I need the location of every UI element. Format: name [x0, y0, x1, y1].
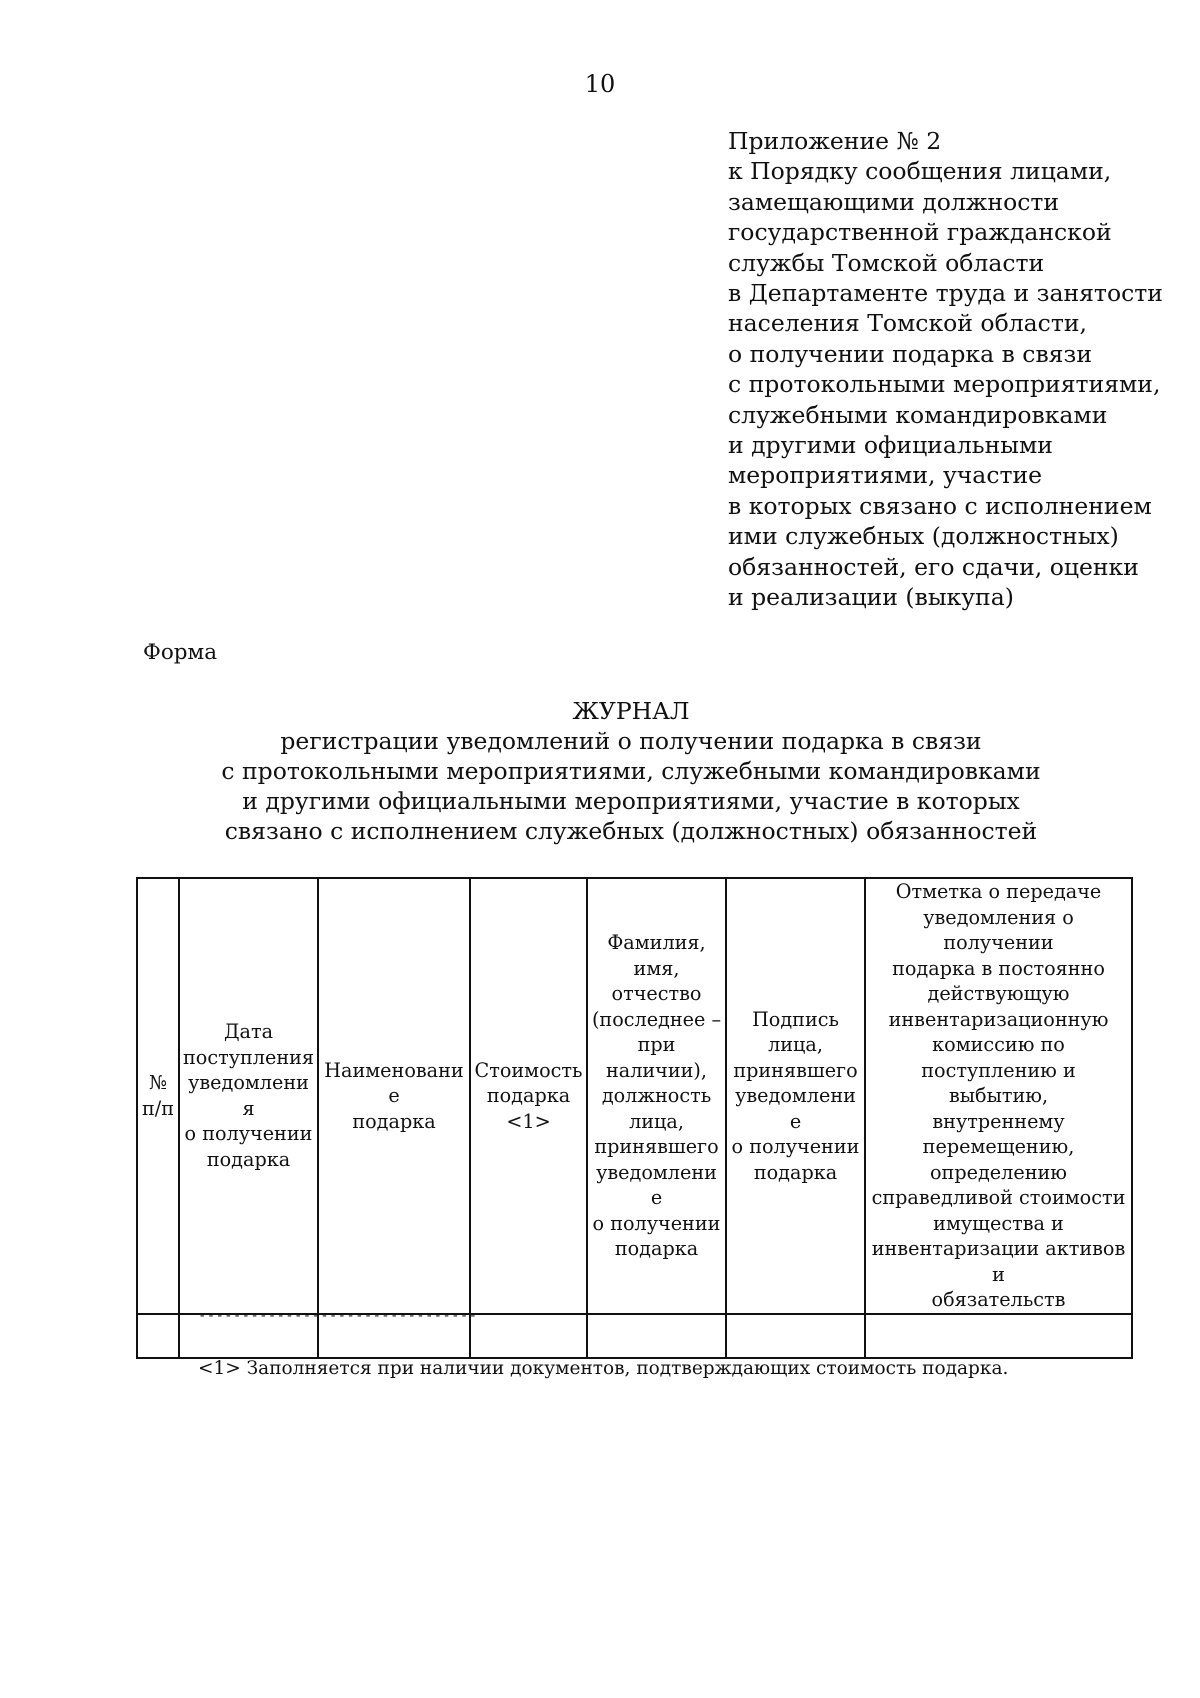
appendix-line: Приложение № 2	[728, 127, 942, 155]
column-header-line: Подпись	[752, 1007, 839, 1031]
column-header-line: №	[148, 1071, 168, 1095]
column-header-line: внутреннему	[932, 1109, 1065, 1133]
column-header-line: имущества и	[933, 1211, 1064, 1235]
column-header-line: Стоимость	[474, 1058, 583, 1082]
footnote-text: <1> Заполняется при наличии документов, подтверждающих стоимость подарка.	[198, 1358, 1009, 1379]
column-header	[587, 878, 726, 1314]
column-header-line: лица,	[629, 1109, 684, 1133]
column-header-line: подарка	[486, 1084, 571, 1107]
column-header-line: принявшего	[594, 1135, 719, 1158]
column-header-line: о получении	[184, 1122, 313, 1146]
column-header-line: Дата	[223, 1020, 274, 1044]
subtitle-line: с протокольными мероприятиями, служебными командировками	[221, 757, 1041, 785]
column-header-line: комиссию по	[932, 1033, 1065, 1056]
column-header-line: должность	[601, 1084, 712, 1107]
column-header-line: Отметка о передаче	[895, 880, 1102, 903]
column-header-line: п/п	[141, 1096, 175, 1120]
appendix-line: замещающими должности	[728, 187, 1060, 216]
column-header-line: уведомление	[735, 1084, 856, 1133]
column-header-line: <1>	[506, 1109, 551, 1133]
column-header-line: о получении	[731, 1135, 860, 1158]
column-header-line: уведомление	[596, 1160, 717, 1209]
column-header	[726, 878, 865, 1314]
form-label: Форма	[143, 640, 218, 665]
table-cell[interactable]	[587, 1314, 726, 1358]
appendix-line: о получении подарка в связи	[728, 339, 1092, 368]
footnote-separator: --------------------------------	[198, 1308, 478, 1324]
appendix-line: в которых связано с исполнением	[728, 491, 1152, 520]
appendix-line: служебными командировками	[728, 400, 1108, 429]
column-header-line: перемещению,	[922, 1135, 1075, 1158]
journal-title-block	[0, 696, 1200, 846]
appendix-line: и другими официальными	[728, 431, 1053, 460]
appendix-line: в Департаменте труда и занятости	[728, 279, 1163, 308]
journal-subtitle	[0, 726, 1200, 846]
appendix-line: населения Томской области,	[728, 309, 1087, 338]
subtitle-line: и другими официальными мероприятиями, участие в которых	[242, 787, 1020, 815]
column-header-line: принявшего	[733, 1058, 858, 1082]
column-header	[318, 878, 470, 1314]
column-header	[470, 878, 587, 1314]
column-header-line: подарка	[753, 1160, 838, 1184]
column-header	[137, 878, 179, 1314]
column-header-line: обязательств	[931, 1288, 1066, 1311]
column-header-line: лица,	[768, 1033, 823, 1056]
column-header-line: подарка	[352, 1109, 436, 1133]
column-header-line: справедливой стоимости	[871, 1186, 1126, 1209]
appendix-line: и реализации (выкупа)	[728, 583, 1014, 612]
column-header-line: (последнее –	[591, 1007, 722, 1031]
column-header	[865, 878, 1132, 1314]
appendix-line: обязанностей, его сдачи, оценки	[728, 552, 1139, 581]
appendix-line: мероприятиями, участие	[728, 461, 1043, 490]
table-header-row	[137, 878, 1132, 1314]
appendix-header	[728, 126, 1163, 613]
table-cell[interactable]	[726, 1314, 865, 1358]
appendix-line: к Порядку сообщения лицами,	[728, 157, 1112, 186]
journal-table	[136, 877, 1133, 1359]
column-header-line: инвентаризации активов и	[871, 1237, 1126, 1286]
subtitle-line: регистрации уведомлений о получении подарка в связи	[280, 727, 982, 755]
appendix-line: службы Томской области	[728, 248, 1045, 277]
column-header-line: при	[637, 1033, 676, 1056]
column-header-line: Фамилия,	[607, 931, 706, 954]
column-header	[179, 878, 318, 1314]
column-header-line: подарка	[614, 1237, 699, 1260]
column-header-line: Наименование	[324, 1058, 464, 1107]
column-header-line: инвентаризационную	[888, 1007, 1109, 1031]
column-header-line: отчество	[611, 982, 702, 1005]
table-cell[interactable]	[865, 1314, 1132, 1358]
column-header-line: имя,	[633, 956, 680, 980]
appendix-line: с протокольными мероприятиями,	[728, 370, 1161, 399]
column-header-line: уведомления о получении	[923, 905, 1074, 954]
subtitle-line: связано с исполнением служебных (должностных) обязанностей	[224, 817, 1038, 845]
appendix-line: ими служебных (должностных)	[728, 522, 1119, 551]
journal-title: ЖУРНАЛ	[572, 697, 690, 725]
column-header-line: о получении	[592, 1211, 721, 1235]
appendix-line: государственной гражданской	[728, 218, 1112, 247]
column-header-line: подарка в постоянно	[892, 956, 1105, 980]
column-header-line: наличии),	[605, 1058, 708, 1082]
column-header-line: уведомления	[188, 1071, 309, 1120]
column-header-line: поступления	[183, 1045, 315, 1069]
column-header-line: поступлению и выбытию,	[921, 1058, 1076, 1107]
page-number: 10	[584, 70, 616, 98]
column-header-line: действующую	[927, 982, 1070, 1005]
table-cell[interactable]	[137, 1314, 179, 1358]
column-header-line: определению	[930, 1160, 1067, 1184]
table-cell[interactable]	[470, 1314, 587, 1358]
column-header-line: подарка	[206, 1147, 291, 1171]
